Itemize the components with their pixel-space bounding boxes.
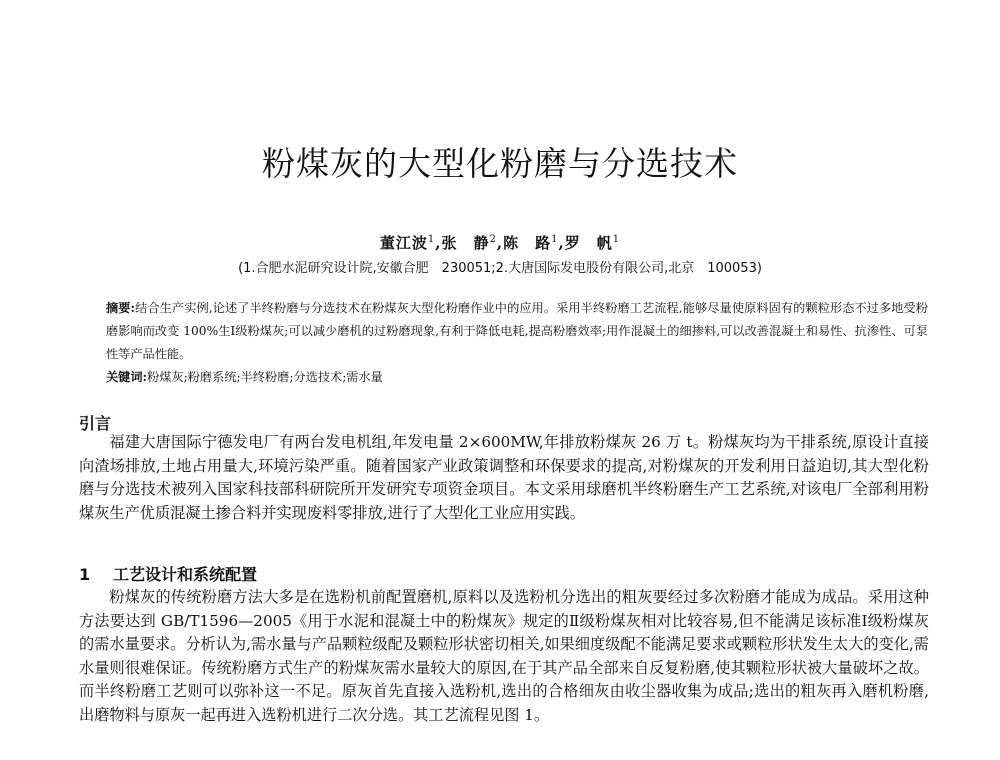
abstract-label: 摘要: bbox=[106, 301, 136, 315]
section-heading-1 bbox=[79, 562, 257, 585]
author-line: 董江波$^1$,张 静$^2$,陈 路$^1$,罗 帆$^1$ bbox=[379, 234, 621, 252]
author-name: 陈 路 bbox=[503, 234, 552, 252]
intro-body bbox=[79, 431, 929, 525]
author-affil-mark: 1 bbox=[551, 234, 559, 245]
keywords bbox=[106, 368, 928, 385]
section-title: 工艺设计和系统配置 bbox=[113, 565, 258, 584]
author-affil-mark: 1 bbox=[612, 234, 621, 245]
section-number: 1 bbox=[79, 565, 91, 584]
author-name: 张 静 bbox=[441, 234, 490, 252]
author-name: 董江波 bbox=[379, 234, 428, 252]
author-affil-mark: 1 bbox=[427, 234, 436, 245]
author-affil-mark: 2 bbox=[489, 234, 497, 245]
paragraph: 福建大唐国际宁德发电厂有两台发电机组,年发电量 2×600MW,年排放粉煤灰 26 万 t。粉煤灰均为干排系统,原设计直接向渣场排放,土地占用量大,环境污染严重。随着国家产业政策调整和环保要求的提高,对粉煤灰的开发利用日益迫切,其大型化粉磨与分选技术被列入国家科技部科研院所开发研究专项资金项目。本文采用球磨机半终粉磨生产工艺系统,对该电厂全部利用粉煤灰生产优质混凝土掺合料并实现废料零排放,进行了大型化工业应用实践。 bbox=[79, 433, 929, 522]
paper-title: 粉煤灰的大型化粉磨与分选技术 bbox=[262, 144, 738, 183]
affiliations: (1.合肥水泥研究设计院,安徽合肥 230051;2.大唐国际发电股份有限公司,北京 100053) bbox=[238, 261, 762, 276]
section1-body bbox=[79, 586, 929, 728]
keywords-label: 关键词: bbox=[106, 370, 148, 384]
abstract bbox=[106, 297, 928, 366]
abstract-text: 结合生产实例,论述了半终粉磨与分选技术在粉煤灰大型化粉磨作业中的应用。采用半终粉磨工艺流程,能够尽量使原料固有的颗粒形态不过多地受粉磨影响而改变 100%生Ⅰ级粉煤灰;可以减少磨机的过粉磨现象,有利于降低电耗,提高粉磨效率;用作混凝土的细掺料,可以改善混凝土和易性、抗渗性、可泵性等产品性能。 bbox=[106, 301, 929, 361]
keywords-text: 粉煤灰;粉磨系统;半终粉磨;分选技术;需水量 bbox=[147, 370, 383, 384]
paragraph: 粉煤灰的传统粉磨方法大多是在选粉机前配置磨机,原料以及选粉机分选出的粗灰要经过多次粉磨才能成为成品。采用这种方法要达到 GB/T1596—2005《用于水泥和混凝土中的粉煤灰》规定的Ⅱ级粉煤灰相对比较容易,但不能满足该标准Ⅰ级粉煤灰的需水量要求。分析认为,需水量与产品颗粒级配及颗粒形状密切相关,如果细度级配不能满足要求或颗粒形状发生太大的变化,需水量则很难保证。传统粉磨方式生产的粉煤灰需水量较大的原因,在于其产品全部来自反复粉磨,使其颗粒形状被大量破坏之故。而半终粉磨工艺则可以弥补这一不足。原灰首先直接入选粉机,选出的合格细灰由收尘器收集为成品;选出的粗灰再入磨机粉磨,出磨物料与原灰一起再进入选粉机进行二次分选。其工艺流程见图 1。 bbox=[79, 588, 929, 724]
section-heading-intro: 引言 bbox=[79, 414, 112, 433]
author-name: 罗 帆 bbox=[564, 234, 613, 252]
